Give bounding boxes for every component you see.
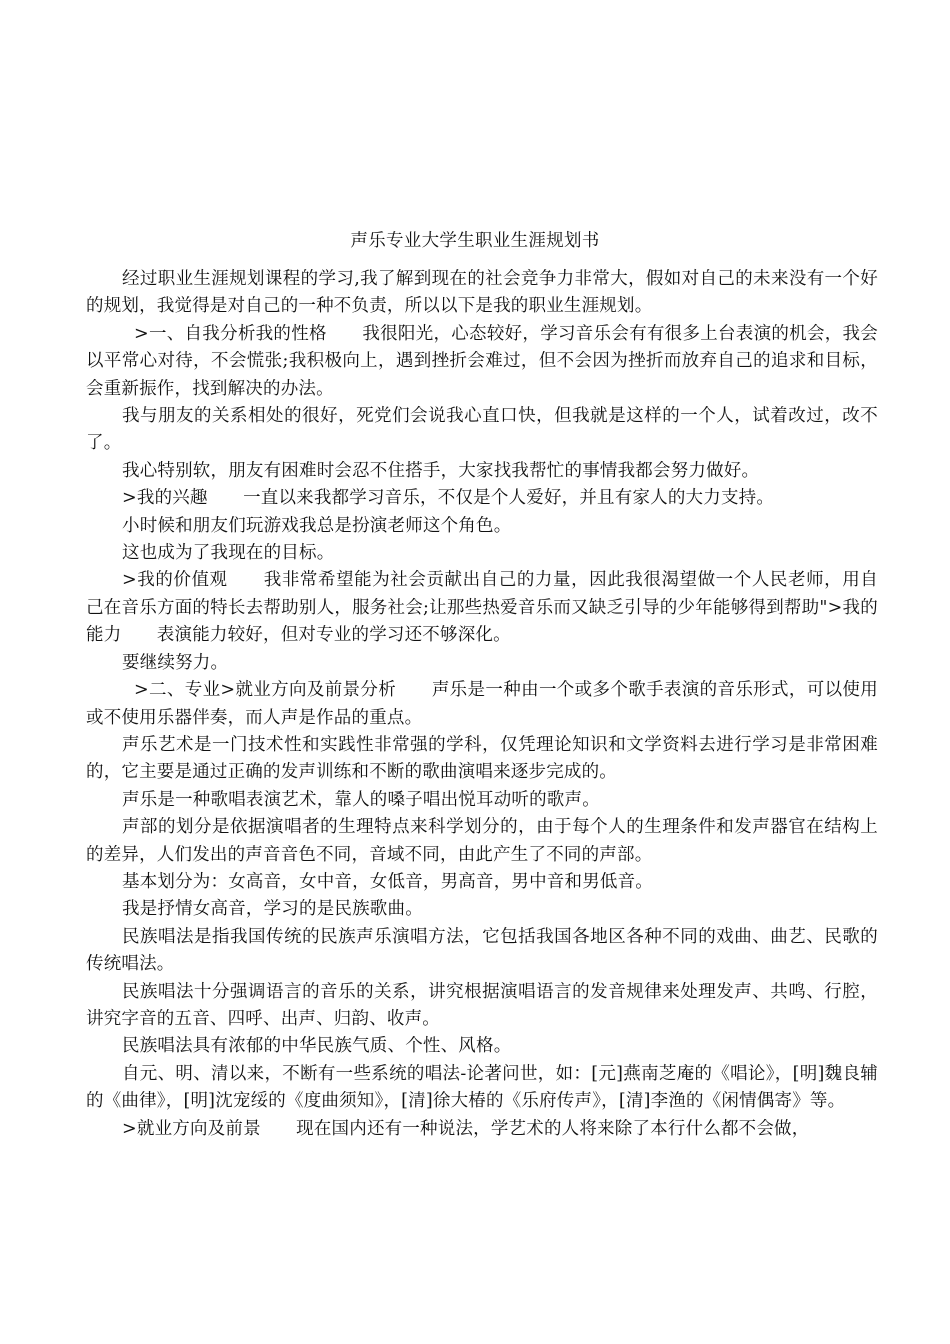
paragraph-friends: 我与朋友的关系相处的很好，死党们会说我心直口快，但我就是这样的一个人，试着改过，改不了。 [86, 406, 878, 454]
paragraph-goal: 这也成为了我现在的目标。 [122, 543, 335, 564]
paragraph-folk-style: 民族唱法具有浓郁的中华民族气质、个性、风格。 [122, 1036, 512, 1057]
document-title: 声乐专业大学生职业生涯规划书 [350, 231, 600, 251]
paragraph-soft-heart: 我心特别软，朋友有困难时会忍不住搭手，大家找我帮忙的事情我都会努力做好。 [122, 460, 760, 481]
paragraph-voice-parts: 声部的划分是依据演唱者的生理特点来科学划分的，由于每个人的生理条件和发声器官在结构上的差异，人们发出的声音音色不同，音域不同，由此产生了不同的声部。 [86, 817, 878, 865]
paragraph-lyric-soprano: 我是抒情女高音，学习的是民族歌曲。 [122, 899, 423, 920]
paragraph-interest: >我的兴趣 一直以来我都学习音乐，不仅是个人爱好，并且有家人的大力支持。 [122, 488, 775, 509]
paragraph-vocal-art: 声乐艺术是一门技术性和实践性非常强的学科，仅凭理论知识和文学资料去进行学习是非常困难的，它主要是通过正确的发声训练和不断的歌曲演唱来逐步完成的。 [86, 734, 878, 783]
paragraph-childhood: 小时候和朋友们玩游戏我总是扮演老师这个角色。 [122, 515, 512, 536]
paragraph-singing-art: 声乐是一种歌唱表演艺术，靠人的嗓子唱出悦耳动听的歌声。 [122, 789, 600, 810]
document-body [86, 266, 878, 1143]
paragraph-folk-language: 民族唱法十分强调语言的音乐的关系，讲究根据演唱语言的发音规律来处理发声、共鸣、行腔，讲究字音的五音、四呼、出声、归韵、收声。 [86, 981, 878, 1029]
paragraph-self-analysis: >一、自我分析我的性格 我很阳光，心态较好，学习音乐会有有很多上台表演的机会，我会以平常心对待，不会慌张;我积极向上，遇到挫折会难过，但不会因为挫折而放弃自己的追求和目标，会重新振作，找到解决的办法。 [86, 323, 878, 399]
paragraph-intro: 经过职业生涯规划课程的学习,我了解到现在的社会竞争力非常大，假如对自己的未来没有一个好的规划，我觉得是对自己的一种不负责，所以以下是我的职业生涯规划。 [86, 269, 878, 317]
paragraph-values: >我的价值观 我非常希望能为社会贡献出自己的力量，因此我很渴望做一个人民老师，用自己在音乐方面的特长去帮助别人，服务社会;让那些热爱音乐而又缺乏引导的少年能够得到帮助">我的能力 表演能力较好，但对专业的学习还不够深化。 [86, 570, 878, 646]
paragraph-treatises: 自元、明、清以来，不断有一些系统的唱法-论著问世，如：[元]燕南芝庵的《唱论》，[明]魏良辅的《曲律》，[明]沈宠绥的《度曲须知》，[清]徐大椿的《乐府传声》，[清]李渔的《闲情偶寄》等。 [86, 1063, 878, 1112]
paragraph-folk-singing: 民族唱法是指我国传统的民族声乐演唱方法，它包括我国各地区各种不同的戏曲、曲艺、民歌的传统唱法。 [86, 926, 878, 975]
paragraph-basic-division: 基本划分为：女高音，女中音，女低音，男高音，男中音和男低音。 [122, 871, 653, 892]
paragraph-keep-trying: 要继续努力。 [122, 652, 229, 673]
paragraph-employment: >就业方向及前景 现在国内还有一种说法，学艺术的人将来除了本行什么都不会做， [122, 1118, 810, 1139]
paragraph-career-analysis: >二、专业>就业方向及前景分析 声乐是一种由一个或多个歌手表演的音乐形式，可以使用或不使用乐器伴奏，而人声是作品的重点。 [86, 680, 878, 728]
